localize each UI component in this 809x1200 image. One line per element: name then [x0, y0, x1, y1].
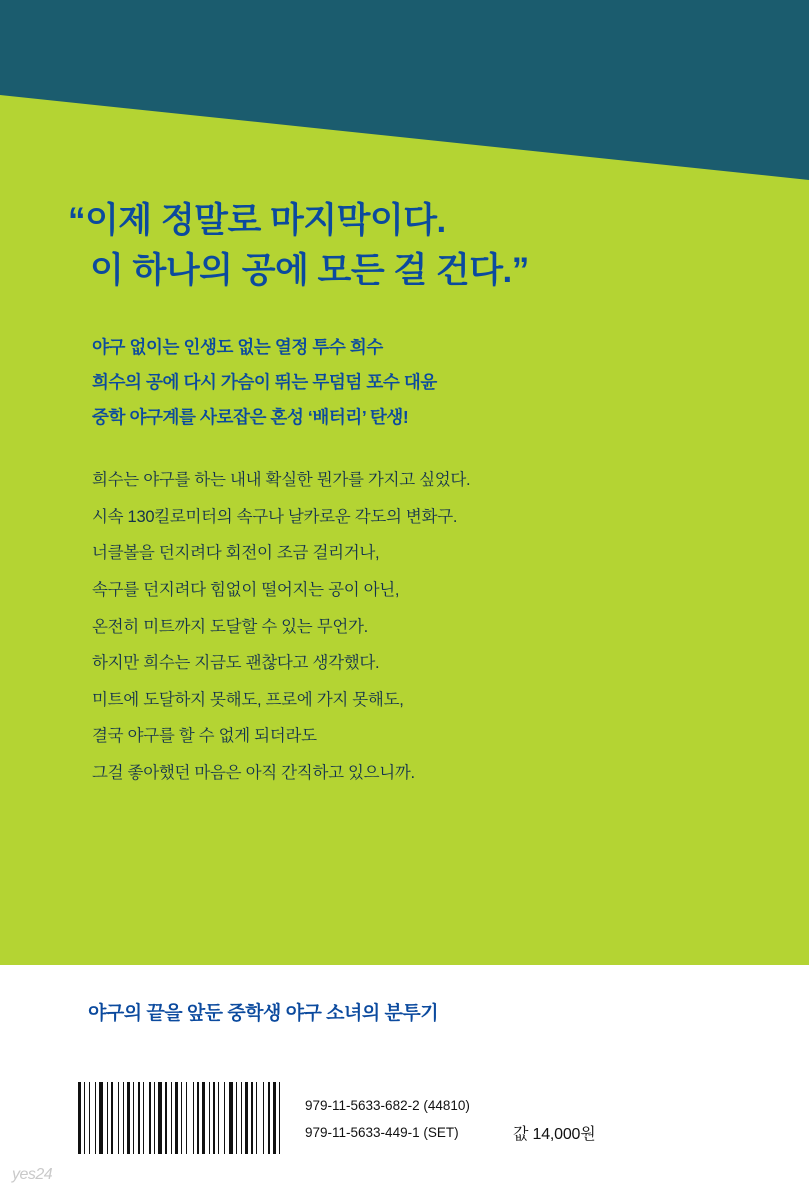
barcode-bar — [89, 1082, 90, 1154]
barcode-gap — [243, 1082, 244, 1154]
barcode-bar — [193, 1082, 194, 1154]
barcode-gap — [163, 1082, 164, 1154]
barcode-gap — [265, 1082, 267, 1154]
body-copy-line: 하지만 희수는 지금도 괜찮다고 생각했다. — [92, 654, 380, 673]
headline-line-2: 이 하나의 공에 모든 걸 건다.” — [90, 250, 529, 290]
barcode-gap — [97, 1082, 98, 1154]
barcode-bar — [99, 1082, 103, 1154]
ean-barcode — [78, 1082, 283, 1154]
barcode-bar — [95, 1082, 96, 1154]
barcode-bar — [268, 1082, 270, 1154]
barcode-bar — [107, 1082, 108, 1154]
barcode-bar — [154, 1082, 155, 1154]
barcode-bar — [133, 1082, 134, 1154]
price-label: 값 14,000원 — [513, 1126, 596, 1143]
barcode-gap — [125, 1082, 126, 1154]
lede-line: 희수의 공에 다시 가슴이 뛰는 무덤덤 포수 대윤 — [92, 372, 437, 392]
barcode-bar — [251, 1082, 253, 1154]
barcode-bar — [229, 1082, 233, 1154]
barcode-bar — [186, 1082, 187, 1154]
body-copy-line: 시속 130킬로미터의 속구나 날카로운 각도의 변화구. — [92, 507, 458, 526]
barcode-gap — [131, 1082, 132, 1154]
barcode-bar — [118, 1082, 119, 1154]
body-copy-line: 그걸 좋아했던 마음은 아직 간직하고 있으니까. — [92, 764, 415, 782]
barcode-bar — [143, 1082, 144, 1154]
barcode-gap — [211, 1082, 212, 1154]
isbn-primary: 979-11-5633-682-2 (44810) — [305, 1098, 470, 1113]
lede-line: 야구 없이는 인생도 없는 열정 투수 희수 — [92, 337, 383, 357]
barcode-bar — [78, 1082, 81, 1154]
barcode-gap — [86, 1082, 88, 1154]
headline-line-1: “이제 정말로 마지막이다. — [68, 201, 446, 240]
barcode-bar — [256, 1082, 257, 1154]
barcode-bar — [273, 1082, 276, 1154]
lede-block — [92, 330, 732, 435]
barcode-bar — [84, 1082, 85, 1154]
barcode-gap — [238, 1082, 240, 1154]
barcode-bar — [279, 1082, 280, 1154]
barcode-bar — [175, 1082, 178, 1154]
body-copy-line: 희수는 야구를 하는 내내 확실한 뭔가를 가지고 싶었다. — [92, 471, 471, 489]
barcode-bar — [123, 1082, 124, 1154]
headline-quote — [68, 196, 768, 295]
body-copy-line: 결국 야구를 할 수 없게 되더라도 — [92, 727, 317, 746]
barcode-bar — [111, 1082, 113, 1154]
barcode-gap — [277, 1082, 278, 1154]
barcode-gap — [188, 1082, 192, 1154]
lede-line: 중학 야구계를 사로잡은 혼성 ‘배터리’ 탄생! — [92, 407, 409, 427]
barcode-bar — [165, 1082, 167, 1154]
barcode-gap — [258, 1082, 262, 1154]
barcode-gap — [179, 1082, 180, 1154]
barcode-bar — [209, 1082, 210, 1154]
barcode-gap — [135, 1082, 137, 1154]
barcode-gap — [120, 1082, 122, 1154]
barcode-bar — [127, 1082, 130, 1154]
barcode-gap — [145, 1082, 148, 1154]
barcode-bar — [181, 1082, 182, 1154]
barcode-gap — [109, 1082, 110, 1154]
body-copy-line: 너클볼을 던지려다 회전이 조금 걸리거나, — [92, 544, 380, 563]
barcode-gap — [249, 1082, 250, 1154]
barcode-gap — [156, 1082, 157, 1154]
barcode-gap — [141, 1082, 142, 1154]
barcode-gap — [216, 1082, 217, 1154]
barcode-bar — [138, 1082, 140, 1154]
barcode-bar — [245, 1082, 248, 1154]
body-copy-block — [92, 462, 752, 792]
barcode-gap — [82, 1082, 83, 1154]
barcode-gap — [200, 1082, 201, 1154]
body-copy-line: 미트에 도달하지 못해도, 프로에 가지 못해도, — [92, 690, 404, 709]
barcode-gap — [173, 1082, 174, 1154]
barcode-bar — [171, 1082, 172, 1154]
barcode-gap — [281, 1082, 282, 1154]
barcode-gap — [104, 1082, 106, 1154]
tagline: 야구의 끝을 앞둔 중학생 야구 소녀의 분투기 — [88, 1003, 439, 1024]
barcode-gap — [206, 1082, 208, 1154]
barcode-gap — [152, 1082, 153, 1154]
barcode-gap — [254, 1082, 255, 1154]
body-copy-line: 온전히 미트까지 도달할 수 있는 무언가. — [92, 617, 368, 636]
barcode-bar — [263, 1082, 264, 1154]
barcode-bar — [236, 1082, 237, 1154]
barcode-gap — [220, 1082, 223, 1154]
barcode-gap — [195, 1082, 196, 1154]
barcode-bar — [202, 1082, 205, 1154]
barcode-gap — [226, 1082, 228, 1154]
barcode-gap — [271, 1082, 272, 1154]
barcode-bar — [241, 1082, 242, 1154]
barcode-bar — [224, 1082, 225, 1154]
barcode-gap — [91, 1082, 94, 1154]
barcode-bar — [213, 1082, 215, 1154]
barcode-gap — [183, 1082, 185, 1154]
barcode-gap — [114, 1082, 117, 1154]
site-watermark: yes24 — [12, 1166, 53, 1183]
barcode-bar — [218, 1082, 219, 1154]
body-copy-line: 속구를 던지려다 힘없이 떨어지는 공이 아닌, — [92, 580, 400, 599]
barcode-bar — [158, 1082, 162, 1154]
barcode-gap — [234, 1082, 235, 1154]
barcode-gap — [168, 1082, 170, 1154]
barcode-bar — [149, 1082, 151, 1154]
barcode-bar — [197, 1082, 199, 1154]
isbn-block — [305, 1092, 470, 1146]
isbn-set: 979-11-5633-449-1 (SET) — [305, 1125, 459, 1140]
